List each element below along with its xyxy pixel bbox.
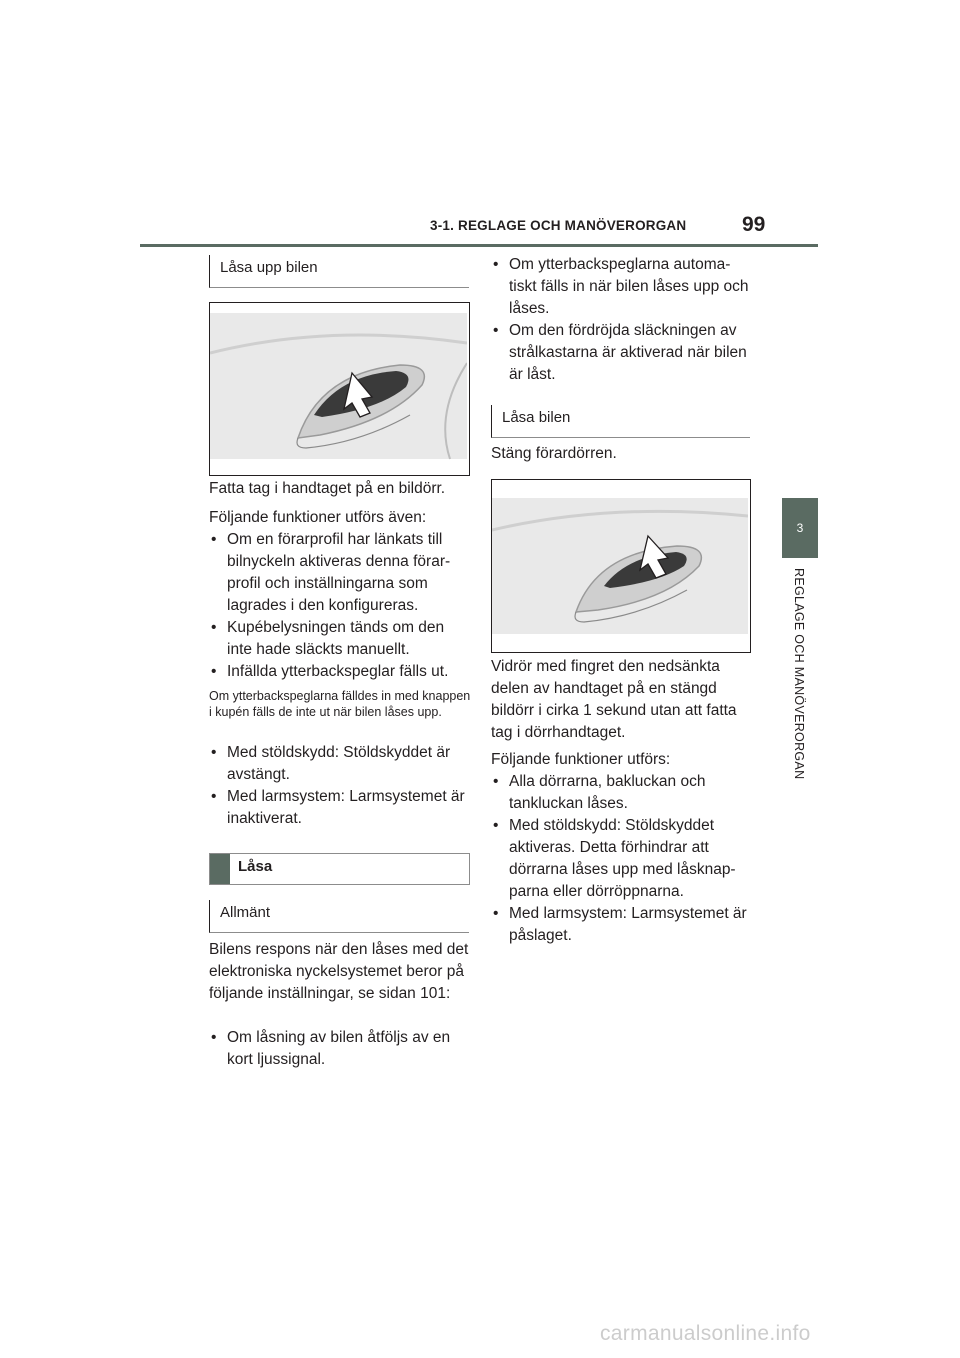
chapter-side-title-text: REGLAGE OCH MANÖVERORGAN [792,568,806,780]
unlock-figure [209,302,470,476]
unlock-bullet-list [209,529,467,683]
section-title: 3-1. REGLAGE OCH MANÖVERORGAN [430,218,687,233]
list-item: • Med larmsystem: Larmsystemet är inaktiverat. [209,786,467,830]
page-number: 99 [742,213,766,236]
lock-bullet-list [491,771,749,947]
mirror-note: Om ytterbackspeglarna fälldes in med knappen i kupén fälls de inte ut när bilen låses upp. [209,689,471,719]
heading-lock-bar [210,854,230,884]
list-item: • Med stöldskydd: Stöldskyddet aktiveras. Detta förhindrar att dörrarna låses upp med låsknap-parna eller dörröppnarna. [491,815,749,903]
list-item: • Med larmsystem: Larmsystemet är påslaget. [491,903,749,947]
list-item: • Infällda ytterbackspeglar fälls ut. [209,661,467,683]
door-handle-touch-arrow-icon [492,480,748,650]
chapter-side-title [788,568,808,828]
list-item: • Alla dörrarna, bakluckan och tankluckan låses. [491,771,749,815]
general-text: Bilens respons när den låses med det elektroniska nyckelsystemet beror på följande inställningar, se sidan 101: [209,941,469,1002]
heading-lock-car [491,405,750,438]
heading-general-text: Allmänt [220,904,271,921]
header-rule [140,244,818,247]
list-item: • Om en förarprofil har länkats till bilnyckeln aktiveras denna förar-profil och inställningarna som lagrades i den konfigureras. [209,529,467,617]
door-handle-arrow-icon [210,303,467,473]
heading-lock-car-text: Låsa bilen [502,409,571,426]
list-item: • Om den fördröjda släckningen av strålkastarna är aktiverad när bilen är låst. [491,320,749,386]
heading-lock-text: Låsa [238,858,273,875]
heading-unlock [209,255,469,288]
unlock-instruction: Fatta tag i handtaget på en bildörr. [209,480,446,497]
heading-unlock-text: Låsa upp bilen [220,259,318,276]
chapter-tab [782,498,818,558]
lock-functions-intro: Följande funktioner utförs: [491,751,671,768]
list-item: • Om låsning av bilen åtföljs av en kort ljussignal. [209,1027,467,1071]
close-door-instruction: Stäng förardörren. [491,445,617,462]
list-item: • Med stöldskydd: Stöldskyddet är avstängt. [209,742,467,786]
heading-general [209,900,469,933]
lock-figure [491,479,751,653]
unlock-functions-intro: Följande funktioner utförs även: [209,509,427,526]
unlock-bullet-list-2 [209,742,467,830]
watermark: carmanualsonline.info [600,1322,811,1345]
heading-lock [209,853,470,885]
chapter-number: 3 [796,521,804,535]
touch-instruction: Vidrör med fingret den nedsänkta delen av handtaget på en stängd bildörr i cirka 1 sekund utan att fatta tag i dörrhandtaget. [491,658,737,741]
general-bullet-list [209,1027,467,1071]
settings-bullet-list [491,254,749,386]
list-item: • Kupébelysningen tänds om den inte hade släckts manuellt. [209,617,467,661]
list-item: • Om ytterbackspeglarna automa-tiskt fälls in när bilen låses upp och låses. [491,254,749,320]
